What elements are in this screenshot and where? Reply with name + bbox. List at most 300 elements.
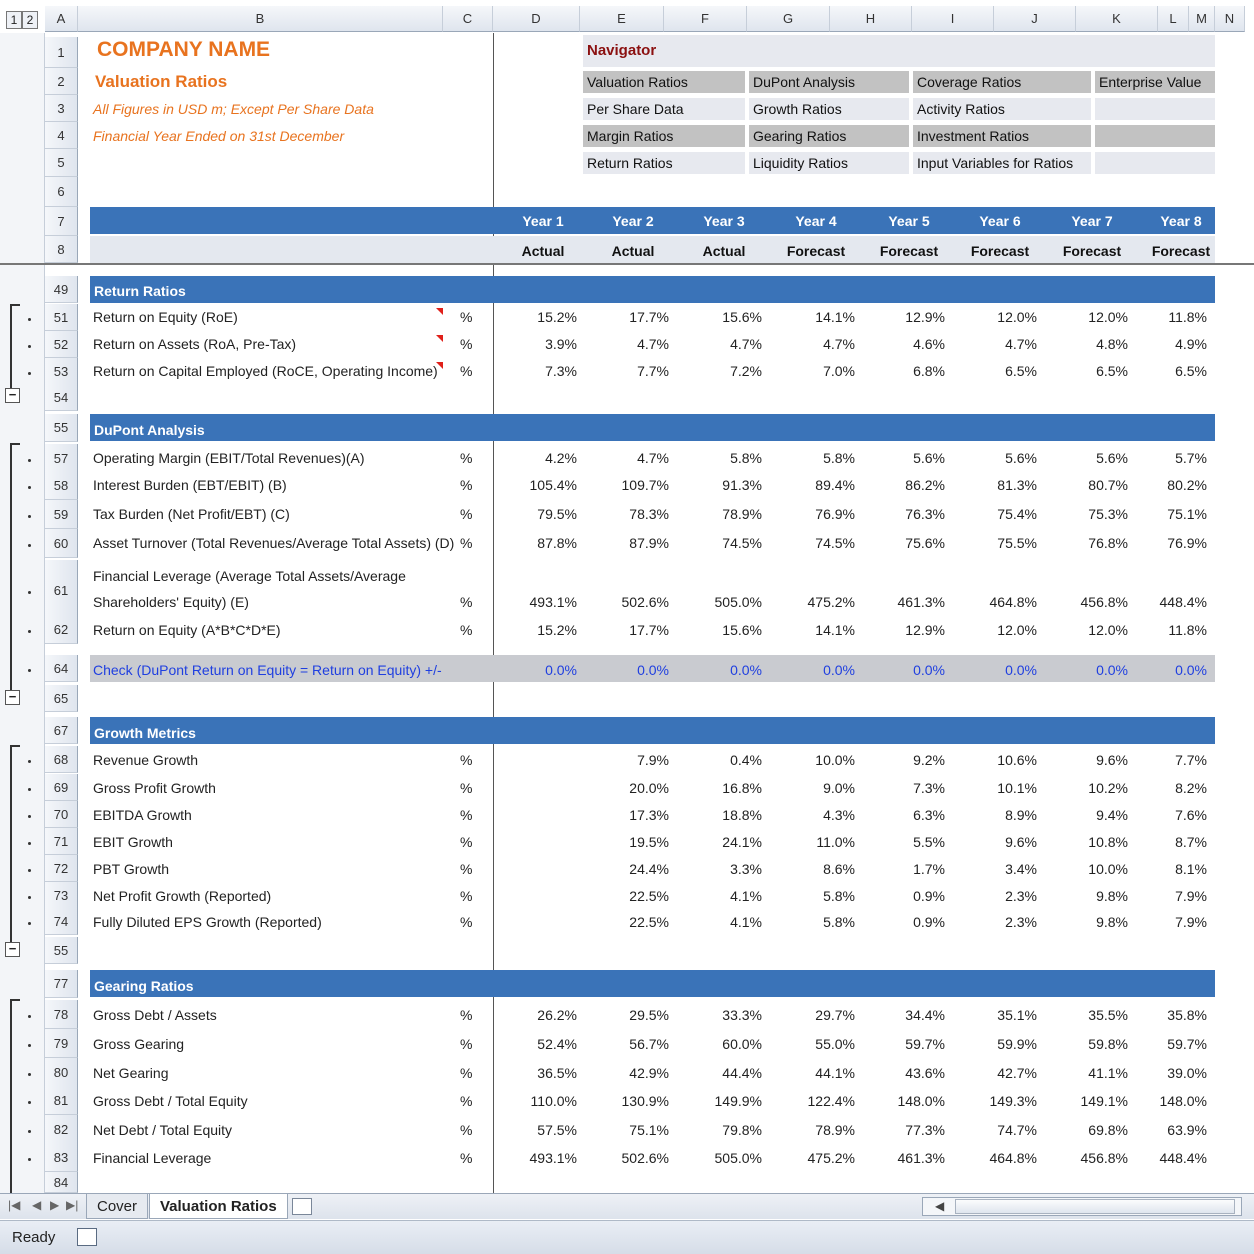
unit-cell[interactable]: % — [460, 861, 473, 877]
value-cell[interactable]: 8.1% — [1175, 861, 1207, 877]
value-cell[interactable]: 148.0% — [1159, 1093, 1207, 1109]
macro-record-icon[interactable] — [77, 1228, 97, 1246]
value-cell[interactable]: 34.4% — [905, 1007, 945, 1023]
value-cell[interactable]: 20.0% — [629, 780, 669, 796]
value-cell[interactable]: 12.9% — [905, 309, 945, 325]
row-label[interactable]: Return on Equity (A*B*C*D*E) — [93, 622, 281, 638]
unit-cell[interactable]: % — [460, 1036, 473, 1052]
row-header[interactable]: 72 — [45, 855, 78, 882]
value-cell[interactable]: 149.9% — [714, 1093, 762, 1109]
value-cell[interactable]: 9.2% — [913, 752, 945, 768]
row-header[interactable]: 79 — [45, 1029, 78, 1058]
value-cell[interactable]: 4.2% — [545, 450, 577, 466]
unit-cell[interactable]: % — [460, 622, 473, 638]
row-header[interactable]: 67 — [45, 717, 78, 744]
value-cell[interactable]: 57.5% — [537, 1122, 577, 1138]
value-cell[interactable]: 149.3% — [989, 1093, 1037, 1109]
value-cell[interactable]: 75.3% — [1088, 506, 1128, 522]
unit-cell[interactable]: % — [460, 336, 473, 352]
row-header[interactable]: 65 — [45, 685, 78, 712]
value-cell[interactable]: 24.1% — [722, 834, 762, 850]
value-cell[interactable]: 5.5% — [913, 834, 945, 850]
value-cell[interactable]: 148.0% — [897, 1093, 945, 1109]
column-header-m[interactable]: M — [1189, 6, 1215, 32]
comment-indicator[interactable] — [436, 308, 443, 315]
navigator-link[interactable]: Valuation Ratios — [583, 71, 745, 93]
value-cell[interactable]: 59.8% — [1088, 1036, 1128, 1052]
unit-cell[interactable]: % — [460, 1065, 473, 1081]
next-sheet-icon[interactable]: ▶ — [50, 1198, 60, 1212]
value-cell[interactable]: 75.4% — [997, 506, 1037, 522]
navigator-link[interactable]: Per Share Data — [583, 98, 745, 120]
row-header[interactable]: 68 — [45, 746, 78, 773]
value-cell[interactable]: 5.7% — [1175, 450, 1207, 466]
row-header[interactable]: 64 — [45, 655, 78, 682]
value-cell[interactable]: 22.5% — [629, 888, 669, 904]
value-cell[interactable]: 493.1% — [529, 594, 577, 610]
value-cell[interactable]: 448.4% — [1159, 1150, 1207, 1166]
value-cell[interactable]: 12.9% — [905, 622, 945, 638]
navigator-link[interactable]: DuPont Analysis — [749, 71, 909, 93]
value-cell[interactable]: 0.4% — [730, 752, 762, 768]
value-cell[interactable]: 4.7% — [637, 450, 669, 466]
value-cell[interactable]: 16.8% — [722, 780, 762, 796]
value-cell[interactable]: 14.1% — [815, 622, 855, 638]
row-label[interactable]: Gross Gearing — [93, 1036, 185, 1052]
value-cell[interactable]: 7.7% — [1175, 752, 1207, 768]
value-cell[interactable]: 35.8% — [1167, 1007, 1207, 1023]
value-cell[interactable]: 56.7% — [629, 1036, 669, 1052]
value-cell[interactable]: 4.1% — [730, 888, 762, 904]
value-cell[interactable]: 5.8% — [730, 450, 762, 466]
value-cell[interactable]: 109.7% — [621, 477, 669, 493]
value-cell[interactable]: 7.9% — [1175, 888, 1207, 904]
row-label[interactable]: Shareholders' Equity) (E) — [93, 594, 249, 610]
value-cell[interactable]: 0.0% — [1096, 662, 1128, 678]
prev-sheet-icon[interactable]: ◀ — [32, 1198, 42, 1212]
row-header[interactable]: 82 — [45, 1115, 78, 1144]
value-cell[interactable]: 6.3% — [913, 807, 945, 823]
navigator-link[interactable]: Growth Ratios — [749, 98, 909, 120]
value-cell[interactable]: 2.3% — [1005, 888, 1037, 904]
value-cell[interactable]: 5.6% — [1096, 450, 1128, 466]
value-cell[interactable]: 15.6% — [722, 622, 762, 638]
outline-level-2-button[interactable]: 2 — [22, 11, 38, 29]
value-cell[interactable]: 8.9% — [1005, 807, 1037, 823]
value-cell[interactable]: 42.9% — [629, 1065, 669, 1081]
value-cell[interactable]: 5.6% — [1005, 450, 1037, 466]
value-cell[interactable]: 502.6% — [621, 594, 669, 610]
value-cell[interactable]: 24.4% — [629, 861, 669, 877]
value-cell[interactable]: 60.0% — [722, 1036, 762, 1052]
row-header[interactable]: 73 — [45, 882, 78, 909]
value-cell[interactable]: 89.4% — [815, 477, 855, 493]
value-cell[interactable]: 76.3% — [905, 506, 945, 522]
value-cell[interactable]: 7.7% — [637, 363, 669, 379]
value-cell[interactable]: 15.2% — [537, 622, 577, 638]
row-header[interactable]: 70 — [45, 801, 78, 828]
value-cell[interactable]: 69.8% — [1088, 1122, 1128, 1138]
value-cell[interactable]: 29.5% — [629, 1007, 669, 1023]
column-header-l[interactable]: L — [1158, 6, 1189, 32]
value-cell[interactable]: 4.8% — [1096, 336, 1128, 352]
value-cell[interactable]: 4.7% — [730, 336, 762, 352]
row-header[interactable]: 4 — [45, 122, 78, 149]
value-cell[interactable]: 17.3% — [629, 807, 669, 823]
column-header-g[interactable]: G — [747, 6, 830, 32]
row-label[interactable]: Interest Burden (EBT/EBIT) (B) — [93, 477, 287, 493]
row-header[interactable]: 7 — [45, 207, 78, 236]
row-header[interactable]: 58 — [45, 471, 78, 500]
value-cell[interactable]: 79.8% — [722, 1122, 762, 1138]
row-header[interactable]: 5 — [45, 149, 78, 177]
value-cell[interactable]: 7.9% — [637, 752, 669, 768]
value-cell[interactable]: 5.8% — [823, 914, 855, 930]
value-cell[interactable]: 0.0% — [637, 662, 669, 678]
value-cell[interactable]: 8.7% — [1175, 834, 1207, 850]
value-cell[interactable]: 80.2% — [1167, 477, 1207, 493]
value-cell[interactable]: 19.5% — [629, 834, 669, 850]
value-cell[interactable]: 464.8% — [989, 1150, 1037, 1166]
value-cell[interactable]: 80.7% — [1088, 477, 1128, 493]
value-cell[interactable]: 35.5% — [1088, 1007, 1128, 1023]
value-cell[interactable]: 456.8% — [1080, 594, 1128, 610]
value-cell[interactable]: 35.1% — [997, 1007, 1037, 1023]
column-header-d[interactable]: D — [493, 6, 580, 32]
row-label[interactable]: Tax Burden (Net Profit/EBT) (C) — [93, 506, 290, 522]
row-header[interactable]: 62 — [45, 616, 78, 644]
row-header[interactable]: 55 — [45, 414, 78, 442]
value-cell[interactable]: 44.4% — [722, 1065, 762, 1081]
row-header[interactable]: 69 — [45, 774, 78, 801]
row-header[interactable]: 61 — [45, 560, 78, 622]
row-header[interactable]: 78 — [45, 1000, 78, 1029]
value-cell[interactable]: 5.8% — [823, 450, 855, 466]
value-cell[interactable]: 5.6% — [913, 450, 945, 466]
row-header[interactable]: 3 — [45, 95, 78, 122]
row-label[interactable]: Fully Diluted EPS Growth (Reported) — [93, 914, 322, 930]
value-cell[interactable]: 63.9% — [1167, 1122, 1207, 1138]
value-cell[interactable]: 15.2% — [537, 309, 577, 325]
value-cell[interactable]: 0.0% — [823, 662, 855, 678]
value-cell[interactable]: 0.0% — [913, 662, 945, 678]
row-header[interactable]: 52 — [45, 331, 78, 358]
collapse-group-button[interactable]: − — [5, 388, 20, 403]
row-label[interactable]: Check (DuPont Return on Equity = Return on Equity) +/- — [93, 662, 442, 678]
value-cell[interactable]: 12.0% — [1088, 309, 1128, 325]
horizontal-scrollbar[interactable] — [922, 1197, 1242, 1216]
value-cell[interactable]: 456.8% — [1080, 1150, 1128, 1166]
value-cell[interactable]: 11.8% — [1168, 309, 1207, 325]
value-cell[interactable]: 0.0% — [1175, 662, 1207, 678]
value-cell[interactable]: 502.6% — [621, 1150, 669, 1166]
value-cell[interactable]: 130.9% — [621, 1093, 669, 1109]
navigator-link[interactable]: Investment Ratios — [913, 125, 1091, 147]
value-cell[interactable]: 8.6% — [823, 861, 855, 877]
value-cell[interactable]: 55.0% — [815, 1036, 855, 1052]
row-label[interactable]: Return on Equity (RoE) — [93, 309, 238, 325]
value-cell[interactable]: 79.5% — [537, 506, 577, 522]
row-label[interactable]: Operating Margin (EBIT/Total Revenues)(A) — [93, 450, 365, 466]
row-label[interactable]: Gross Debt / Total Equity — [93, 1093, 248, 1109]
value-cell[interactable]: 52.4% — [537, 1036, 577, 1052]
unit-cell[interactable]: % — [460, 914, 473, 930]
navigator-link[interactable]: Liquidity Ratios — [749, 152, 909, 174]
column-header-n[interactable]: N — [1215, 6, 1245, 32]
value-cell[interactable]: 149.1% — [1080, 1093, 1128, 1109]
value-cell[interactable]: 6.8% — [913, 363, 945, 379]
value-cell[interactable]: 4.6% — [913, 336, 945, 352]
value-cell[interactable]: 39.0% — [1167, 1065, 1207, 1081]
last-sheet-icon[interactable]: ▶| — [66, 1198, 79, 1212]
unit-cell[interactable]: % — [460, 1093, 473, 1109]
value-cell[interactable]: 78.3% — [629, 506, 669, 522]
row-header[interactable]: 57 — [45, 444, 78, 473]
row-label[interactable]: Return on Capital Employed (RoCE, Operating Income) — [93, 363, 438, 379]
value-cell[interactable]: 36.5% — [537, 1065, 577, 1081]
value-cell[interactable]: 77.3% — [905, 1122, 945, 1138]
value-cell[interactable]: 17.7% — [629, 309, 669, 325]
row-header[interactable]: 60 — [45, 529, 78, 558]
value-cell[interactable]: 43.6% — [905, 1065, 945, 1081]
value-cell[interactable]: 10.0% — [1088, 861, 1128, 877]
row-header[interactable]: 54 — [45, 384, 78, 411]
row-header[interactable]: 77 — [45, 970, 78, 998]
value-cell[interactable]: 105.4% — [529, 477, 577, 493]
navigator-link[interactable]: Return Ratios — [583, 152, 745, 174]
value-cell[interactable]: 3.9% — [545, 336, 577, 352]
value-cell[interactable]: 505.0% — [714, 594, 762, 610]
row-label[interactable]: EBITDA Growth — [93, 807, 192, 823]
value-cell[interactable]: 22.5% — [629, 914, 669, 930]
value-cell[interactable]: 9.4% — [1096, 807, 1128, 823]
row-label[interactable]: Financial Leverage (Average Total Assets/Average — [93, 568, 406, 584]
unit-cell[interactable]: % — [460, 1007, 473, 1023]
row-header[interactable]: 81 — [45, 1086, 78, 1115]
row-header[interactable]: 83 — [45, 1143, 78, 1172]
row-header[interactable]: 2 — [45, 68, 78, 95]
value-cell[interactable]: 10.6% — [997, 752, 1037, 768]
value-cell[interactable]: 461.3% — [897, 594, 945, 610]
row-header[interactable]: 8 — [45, 236, 78, 263]
value-cell[interactable]: 76.9% — [1167, 535, 1207, 551]
value-cell[interactable]: 29.7% — [815, 1007, 855, 1023]
value-cell[interactable]: 59.7% — [905, 1036, 945, 1052]
tab-valuation-ratios[interactable]: Valuation Ratios — [149, 1194, 288, 1219]
value-cell[interactable]: 74.5% — [722, 535, 762, 551]
value-cell[interactable]: 4.7% — [1005, 336, 1037, 352]
value-cell[interactable]: 475.2% — [807, 594, 855, 610]
value-cell[interactable]: 15.6% — [722, 309, 762, 325]
column-header-b[interactable]: B — [78, 6, 443, 32]
value-cell[interactable]: 75.5% — [997, 535, 1037, 551]
value-cell[interactable]: 2.3% — [1005, 914, 1037, 930]
row-label[interactable]: Net Debt / Total Equity — [93, 1122, 233, 1138]
row-header[interactable]: 55 — [45, 937, 78, 964]
scrollbar-thumb[interactable] — [955, 1199, 1235, 1214]
value-cell[interactable]: 10.2% — [1088, 780, 1128, 796]
navigator-link[interactable]: Gearing Ratios — [749, 125, 909, 147]
value-cell[interactable]: 44.1% — [815, 1065, 855, 1081]
row-header[interactable]: 53 — [45, 358, 78, 385]
row-label[interactable]: Gross Debt / Assets — [93, 1007, 217, 1023]
column-header-i[interactable]: I — [912, 6, 994, 32]
value-cell[interactable]: 74.7% — [997, 1122, 1037, 1138]
value-cell[interactable]: 4.1% — [730, 914, 762, 930]
unit-cell[interactable]: % — [460, 780, 473, 796]
unit-cell[interactable]: % — [460, 1122, 473, 1138]
value-cell[interactable]: 7.2% — [730, 363, 762, 379]
value-cell[interactable]: 59.7% — [1167, 1036, 1207, 1052]
unit-cell[interactable]: % — [460, 477, 473, 493]
value-cell[interactable]: 7.0% — [823, 363, 855, 379]
value-cell[interactable]: 12.0% — [997, 309, 1037, 325]
navigator-link[interactable]: Input Variables for Ratios — [913, 152, 1091, 174]
value-cell[interactable]: 78.9% — [815, 1122, 855, 1138]
value-cell[interactable]: 12.0% — [1088, 622, 1128, 638]
value-cell[interactable]: 87.8% — [537, 535, 577, 551]
value-cell[interactable]: 59.9% — [997, 1036, 1037, 1052]
row-header[interactable]: 71 — [45, 828, 78, 855]
unit-cell[interactable]: % — [460, 309, 473, 325]
row-label[interactable]: Return on Assets (RoA, Pre-Tax) — [93, 336, 297, 352]
comment-indicator[interactable] — [436, 335, 443, 342]
unit-cell[interactable]: % — [460, 888, 473, 904]
unit-cell[interactable]: % — [460, 594, 473, 610]
row-label[interactable]: Asset Turnover (Total Revenues/Average Total Assets) (D) — [93, 535, 455, 551]
value-cell[interactable]: 9.0% — [823, 780, 855, 796]
value-cell[interactable]: 10.1% — [997, 780, 1037, 796]
value-cell[interactable]: 33.3% — [722, 1007, 762, 1023]
value-cell[interactable]: 87.9% — [629, 535, 669, 551]
value-cell[interactable]: 78.9% — [722, 506, 762, 522]
value-cell[interactable]: 76.8% — [1088, 535, 1128, 551]
column-header-k[interactable]: K — [1076, 6, 1158, 32]
row-header[interactable]: 1 — [45, 37, 78, 68]
value-cell[interactable]: 7.9% — [1175, 914, 1207, 930]
value-cell[interactable]: 475.2% — [807, 1150, 855, 1166]
value-cell[interactable]: 464.8% — [989, 594, 1037, 610]
value-cell[interactable]: 75.6% — [905, 535, 945, 551]
unit-cell[interactable]: % — [460, 752, 473, 768]
value-cell[interactable]: 6.5% — [1175, 363, 1207, 379]
value-cell[interactable]: 0.0% — [1005, 662, 1037, 678]
row-label[interactable]: EBIT Growth — [93, 834, 173, 850]
row-label[interactable]: Financial Leverage — [93, 1150, 212, 1166]
collapse-group-button[interactable]: − — [5, 690, 20, 705]
value-cell[interactable]: 4.3% — [823, 807, 855, 823]
column-header-f[interactable]: F — [664, 6, 747, 32]
row-label[interactable]: PBT Growth — [93, 861, 169, 877]
insert-sheet-icon[interactable] — [292, 1198, 312, 1215]
value-cell[interactable]: 26.2% — [537, 1007, 577, 1023]
navigator-link[interactable]: Activity Ratios — [913, 98, 1091, 120]
value-cell[interactable]: 75.1% — [1167, 506, 1207, 522]
value-cell[interactable]: 0.0% — [545, 662, 577, 678]
value-cell[interactable]: 11.0% — [816, 834, 855, 850]
column-header-c[interactable]: C — [443, 6, 493, 32]
value-cell[interactable]: 18.8% — [722, 807, 762, 823]
value-cell[interactable]: 3.4% — [1005, 861, 1037, 877]
value-cell[interactable]: 10.8% — [1088, 834, 1128, 850]
value-cell[interactable]: 86.2% — [905, 477, 945, 493]
unit-cell[interactable]: % — [460, 807, 473, 823]
column-header-h[interactable]: H — [830, 6, 912, 32]
row-header[interactable]: 49 — [45, 276, 78, 303]
unit-cell[interactable]: % — [460, 834, 473, 850]
value-cell[interactable]: 493.1% — [529, 1150, 577, 1166]
value-cell[interactable]: 4.9% — [1175, 336, 1207, 352]
tab-cover[interactable]: Cover — [86, 1194, 148, 1219]
value-cell[interactable]: 0.9% — [913, 888, 945, 904]
unit-cell[interactable]: % — [460, 535, 473, 551]
column-header-e[interactable]: E — [580, 6, 664, 32]
value-cell[interactable]: 7.3% — [545, 363, 577, 379]
value-cell[interactable]: 4.7% — [823, 336, 855, 352]
value-cell[interactable]: 75.1% — [629, 1122, 669, 1138]
value-cell[interactable]: 4.7% — [637, 336, 669, 352]
value-cell[interactable]: 74.5% — [815, 535, 855, 551]
value-cell[interactable]: 0.0% — [730, 662, 762, 678]
value-cell[interactable]: 6.5% — [1096, 363, 1128, 379]
value-cell[interactable]: 8.2% — [1175, 780, 1207, 796]
value-cell[interactable]: 76.9% — [815, 506, 855, 522]
value-cell[interactable]: 41.1% — [1088, 1065, 1128, 1081]
value-cell[interactable]: 110.0% — [530, 1093, 577, 1109]
scroll-left-icon[interactable]: ◀ — [935, 1199, 945, 1213]
value-cell[interactable]: 461.3% — [897, 1150, 945, 1166]
value-cell[interactable]: 91.3% — [722, 477, 762, 493]
first-sheet-icon[interactable]: |◀ — [8, 1198, 21, 1212]
value-cell[interactable]: 17.7% — [629, 622, 669, 638]
row-label[interactable]: Revenue Growth — [93, 752, 199, 768]
value-cell[interactable]: 42.7% — [997, 1065, 1037, 1081]
value-cell[interactable]: 81.3% — [997, 477, 1037, 493]
value-cell[interactable]: 7.6% — [1175, 807, 1207, 823]
unit-cell[interactable]: % — [460, 1150, 473, 1166]
value-cell[interactable]: 505.0% — [714, 1150, 762, 1166]
value-cell[interactable]: 3.3% — [730, 861, 762, 877]
value-cell[interactable]: 5.8% — [823, 888, 855, 904]
row-header[interactable]: 51 — [45, 304, 78, 331]
value-cell[interactable]: 11.8% — [1168, 622, 1207, 638]
row-header[interactable]: 84 — [45, 1172, 78, 1193]
value-cell[interactable]: 9.6% — [1005, 834, 1037, 850]
value-cell[interactable]: 9.8% — [1096, 914, 1128, 930]
outline-level-1-button[interactable]: 1 — [6, 11, 22, 29]
value-cell[interactable]: 10.0% — [815, 752, 855, 768]
value-cell[interactable]: 7.3% — [913, 780, 945, 796]
value-cell[interactable]: 1.7% — [913, 861, 945, 877]
value-cell[interactable]: 6.5% — [1005, 363, 1037, 379]
navigator-link[interactable]: Enterprise Value — [1095, 71, 1215, 93]
value-cell[interactable]: 122.4% — [807, 1093, 855, 1109]
unit-cell[interactable]: % — [460, 506, 473, 522]
row-header[interactable]: 59 — [45, 500, 78, 529]
column-header-j[interactable]: J — [994, 6, 1076, 32]
value-cell[interactable]: 14.1% — [815, 309, 855, 325]
row-label[interactable]: Net Gearing — [93, 1065, 169, 1081]
navigator-link[interactable]: Margin Ratios — [583, 125, 745, 147]
value-cell[interactable]: 12.0% — [997, 622, 1037, 638]
navigator-link[interactable]: Coverage Ratios — [913, 71, 1091, 93]
collapse-group-button[interactable]: − — [5, 942, 20, 957]
column-header-a[interactable]: A — [45, 6, 78, 32]
row-label[interactable]: Net Profit Growth (Reported) — [93, 888, 272, 904]
row-label[interactable]: Gross Profit Growth — [93, 780, 216, 796]
value-cell[interactable]: 0.9% — [913, 914, 945, 930]
row-header[interactable]: 80 — [45, 1058, 78, 1087]
